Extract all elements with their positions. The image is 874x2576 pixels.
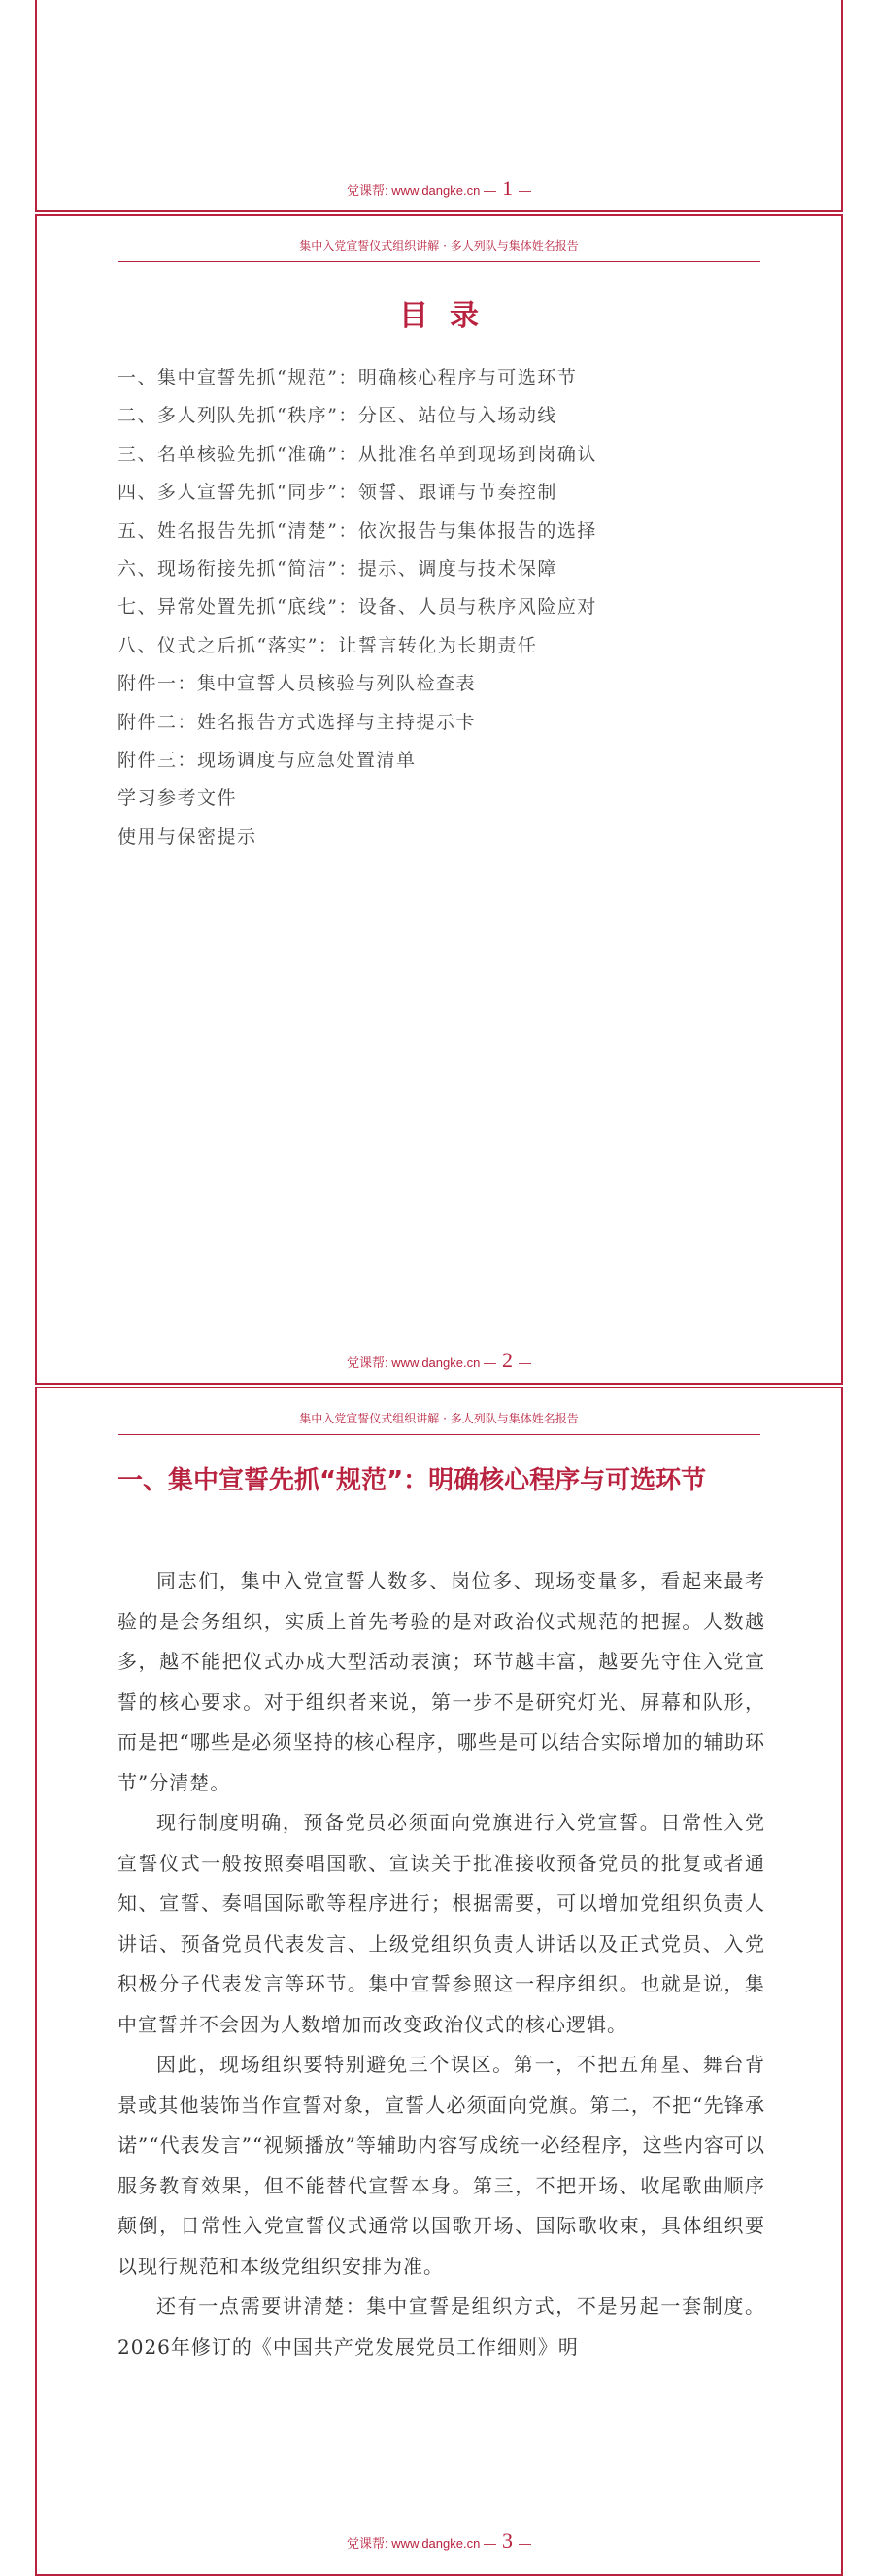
toc-item[interactable]: 七、异常处置先抓“底线”：设备、人员与秩序风险应对 [118, 596, 597, 619]
page-number: 1 [501, 176, 513, 200]
footer-site-url[interactable]: www.dangke.cn [391, 2536, 481, 2551]
toc-item[interactable]: 学习参考文件 [118, 787, 238, 810]
toc-title: 目录 [399, 299, 500, 333]
footer-dash: — [483, 2536, 496, 2551]
footer-dash: — [483, 1355, 496, 1370]
toc-item[interactable]: 使用与保密提示 [118, 825, 257, 848]
toc-item[interactable]: 八、仪式之后抓“落实”：让誓言转化为长期责任 [118, 634, 538, 656]
section-body [118, 1561, 765, 2367]
running-header: 集中入党宣誓仪式组织讲解 · 多人列队与集体姓名报告 [118, 237, 760, 262]
table-of-contents [118, 359, 597, 856]
body-paragraph: 现行制度明确，预备党员必须面向党旗进行入党宣誓。日常性入党宣誓仪式一般按照奏唱国歌、宣读关于批准接收预备党员的批复或者通知、宣誓、奏唱国际歌等程序进行；根据需要，可以增加党组织负责人讲话、预备党员代表发言、上级党组织负责人讲话以及正式党员、入党积极分子代表发言等环节。集中宣誓参照这一程序组织。也就是说，集中宣誓并不会因为人数增加而改变政治仪式的核心逻辑。 [118, 1811, 765, 2036]
toc-item[interactable]: 附件一：集中宣誓人员核验与列队检查表 [118, 673, 477, 695]
footer-dash: — [483, 184, 496, 198]
body-paragraph: 因此，现场组织要特别避免三个误区。第一，不把五角星、舞台背景或其他装饰当作宣誓对象，宣誓人必须面向党旗。第二，不把“先锋承诺”“代表发言”“视频播放”等辅助内容写成统一必经程序，这些内容可以服务教育效果，但不能替代宣誓本身。第三，不把开场、收尾歌曲顺序颠倒，日常性入党宣誓仪式通常以国歌开场、国际歌收束，具体组织要以现行规范和本级党组织安排为准。 [118, 2053, 765, 2278]
body-paragraph: 还有一点需要讲清楚：集中宣誓是组织方式，不是另起一套制度。2026年修订的《中国共产党发展党员工作细则》明 [118, 2294, 765, 2359]
page-number: 2 [501, 1348, 513, 1372]
footer-dash: — [518, 2536, 531, 2551]
toc-item[interactable]: 三、名单核验先抓“准确”：从批准名单到现场到岗确认 [118, 443, 597, 465]
toc-item[interactable]: 附件三：现场调度与应急处置清单 [118, 750, 417, 772]
footer-site-prefix: 党课帮: [347, 184, 392, 198]
page-3 [35, 1387, 843, 2576]
page-2 [35, 214, 843, 1385]
page-1 [35, 0, 843, 212]
page-footer [37, 2528, 841, 2554]
footer-dash: — [518, 184, 531, 198]
footer-site-url[interactable]: www.dangke.cn [391, 1355, 481, 1370]
toc-item[interactable]: 五、姓名报告先抓“清楚”：依次报告与集体报告的选择 [118, 519, 597, 542]
footer-dash: — [518, 1355, 531, 1370]
toc-item[interactable]: 二、多人列队先抓“秩序”：分区、站位与入场动线 [118, 405, 557, 427]
footer-site-url[interactable]: www.dangke.cn [391, 184, 481, 198]
running-header: 集中入党宣誓仪式组织讲解 · 多人列队与集体姓名报告 [118, 1410, 760, 1435]
toc-item[interactable]: 一、集中宣誓先抓“规范”：明确核心程序与可选环节 [118, 367, 578, 388]
body-paragraph: 同志们，集中入党宣誓人数多、岗位多、现场变量多，看起来最考验的是会务组织，实质上首先考验的是对政治仪式规范的把握。人数越多，越不能把仪式办成大型活动表演；环节越丰富，越要先守住入党宣誓的核心要求。对于组织者来说，第一步不是研究灯光、屏幕和队形，而是把“哪些是必须坚持的核心程序，哪些是可以结合实际增加的辅助环节”分清楚。 [118, 1569, 765, 1794]
page-number: 3 [501, 2528, 513, 2553]
footer-site-prefix: 党课帮: [347, 2536, 392, 2551]
toc-item[interactable]: 四、多人宣誓先抓“同步”：领誓、跟诵与节奏控制 [118, 482, 557, 504]
section-title: 一、集中宣誓先抓“规范”：明确核心程序与可选环节 [118, 1466, 707, 1495]
toc-item[interactable]: 附件二：姓名报告方式选择与主持提示卡 [118, 711, 477, 733]
footer-site-prefix: 党课帮: [347, 1355, 392, 1370]
toc-item[interactable]: 六、现场衔接先抓“简洁”：提示、调度与技术保障 [118, 558, 557, 581]
page-footer [37, 1348, 841, 1373]
page-footer [37, 176, 841, 201]
